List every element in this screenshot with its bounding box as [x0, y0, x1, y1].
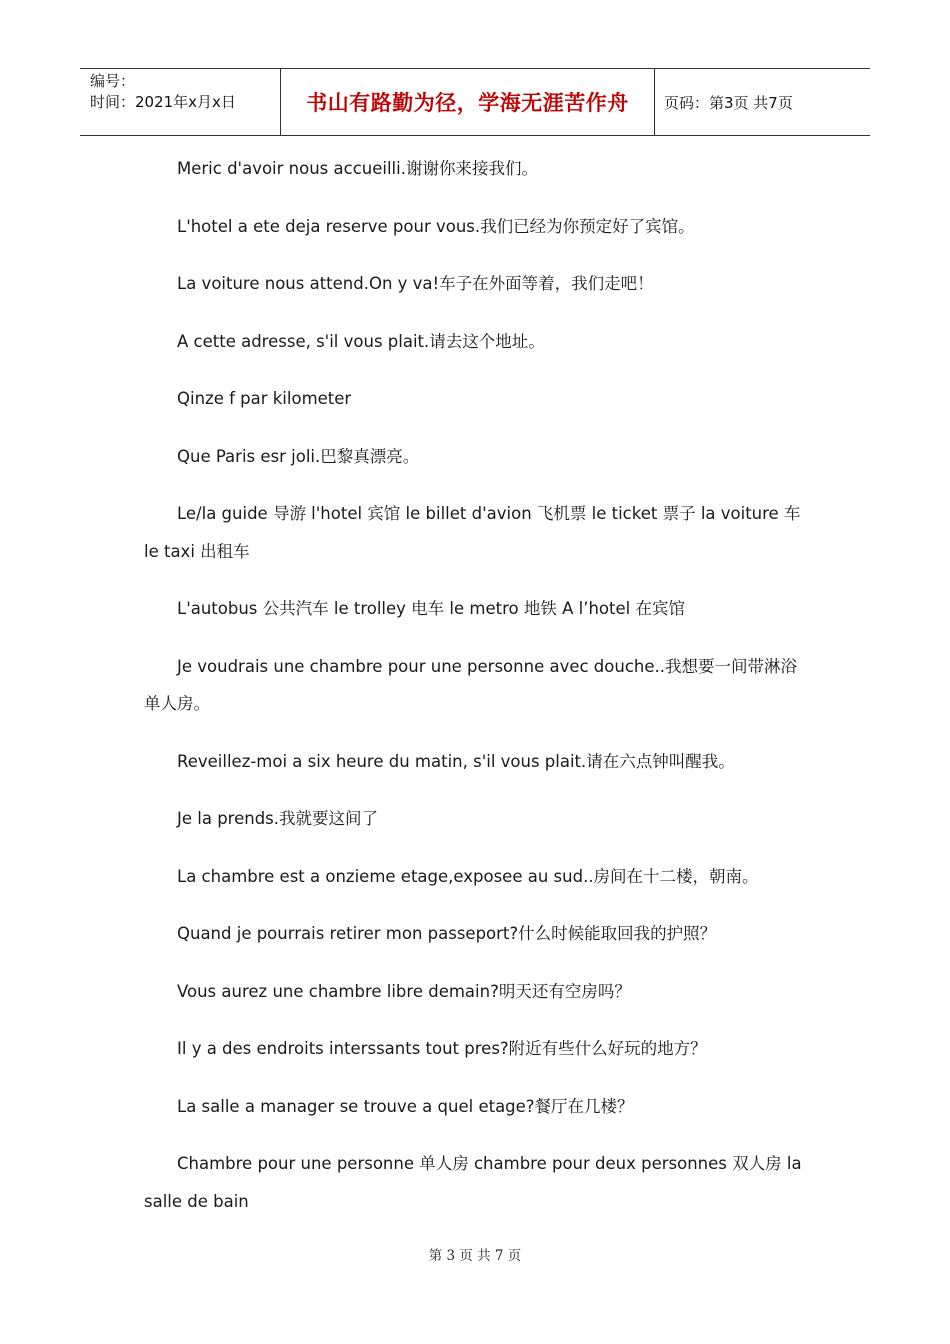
paragraph: Reveillez-moi a six heure du matin, s'il vous plait.请在六点钟叫醒我。 [177, 751, 735, 771]
paragraph: La chambre est a onzieme etage,exposee au sud..房间在十二楼，朝南。 [177, 866, 759, 886]
paragraph: Que Paris esr joli.巴黎真漂亮。 [177, 446, 420, 466]
paragraph: Le/la guide 导游 l'hotel 宾馆 le billet d'avion 飞机票 le ticket 票子 la voiture 车 le taxi 出租车 [144, 504, 806, 561]
header-page-code: 页码：第3页 共7页 [664, 93, 793, 112]
paragraph: La salle a manager se trouve a quel etage?餐厅在几楼？ [177, 1096, 634, 1116]
paragraph: Je voudrais une chambre pour une personne avec douche..我想要一间带淋浴单人房。 [144, 656, 798, 713]
time-label: 时间：2021年x月x日 [90, 93, 236, 111]
paragraph: Quand je pourrais retirer mon passeport?什么时候能取回我的护照？ [177, 924, 717, 943]
paragraph: L'hotel a ete deja reserve pour vous.我们已经为你预定好了宾馆。 [177, 216, 695, 236]
paragraph: L'autobus 公共汽车 le trolley 电车 le metro 地铁 A l’hotel 在宾馆 [177, 599, 685, 618]
paragraph: Vous aurez une chambre libre demain?明天还有空房吗？ [177, 981, 631, 1001]
paragraph: Qinze f par kilometer [177, 389, 352, 408]
paragraph: Chambre pour une personne 单人房 chambre pour deux personnes 双人房 la salle de bain [144, 1154, 807, 1211]
header-motto: 书山有路勤为径，学海无涯苦作舟 [281, 69, 655, 135]
paragraph: A cette adresse, s'il vous plait.请去这个地址。 [177, 331, 545, 351]
document-body [144, 150, 812, 1240]
paragraph: Je la prends.我就要这间了 [177, 809, 379, 828]
page-header [80, 68, 870, 136]
page-footer: 第 3 页 共 7 页 [428, 1248, 522, 1264]
header-meta [80, 69, 281, 135]
number-label: 编号： [90, 72, 136, 90]
paragraph: Il y a des endroits interssants tout pres?附近有些什么好玩的地方？ [177, 1039, 707, 1058]
paragraph: Meric d'avoir nous accueilli.谢谢你来接我们。 [177, 159, 538, 178]
paragraph: La voiture nous attend.On y va!车子在外面等着，我们走吧！ [177, 274, 654, 293]
